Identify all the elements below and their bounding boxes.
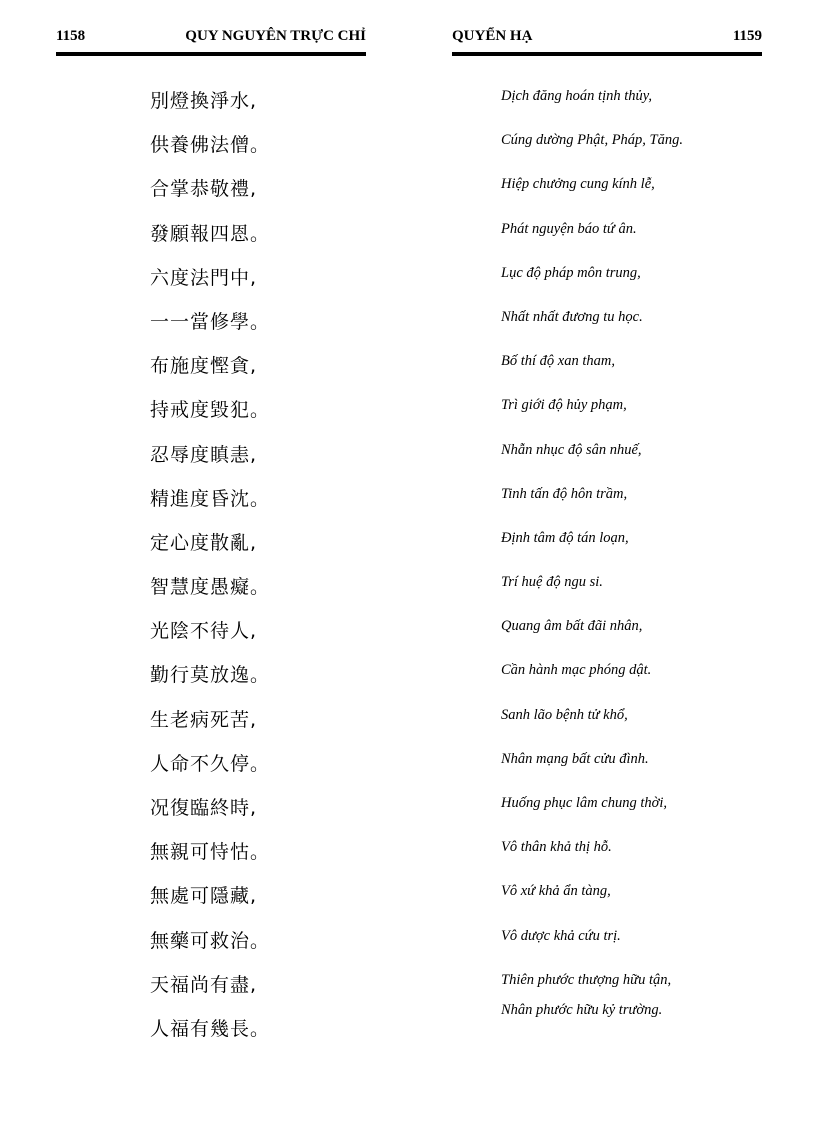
vietnamese-verse-line: Định tâm độ tán loạn, bbox=[501, 529, 629, 546]
chinese-verse-line: 供養佛法僧。 bbox=[150, 134, 271, 157]
chinese-verse-line: 別燈換淨水, bbox=[150, 90, 258, 112]
vietnamese-verse-line: Cần hành mạc phóng dật. bbox=[501, 662, 652, 679]
vietnamese-verse-line: Huống phục lâm chung thời, bbox=[501, 795, 668, 811]
chinese-verse-line: 勤行莫放逸。 bbox=[150, 664, 271, 687]
chinese-verse-line: 定心度散亂, bbox=[150, 531, 258, 554]
vietnamese-verse-line: Trì giới độ hủy phạm, bbox=[501, 397, 627, 414]
vietnamese-verse-line: Lục độ pháp môn trung, bbox=[501, 264, 641, 281]
chinese-verse-column bbox=[150, 86, 270, 1058]
chinese-verse-line: 無處可隱藏, bbox=[150, 885, 258, 908]
chinese-verse-line: 布施度慳貪, bbox=[150, 355, 258, 378]
page-number: 1159 bbox=[732, 28, 762, 44]
vietnamese-verse-line: Nhất nhất đương tu học. bbox=[501, 308, 643, 325]
chinese-verse-line: 生老病死苦, bbox=[150, 708, 258, 731]
left-page-header bbox=[56, 24, 366, 56]
chinese-verse-line: 一一當修學。 bbox=[150, 310, 271, 333]
chinese-verse-line: 精進度昏沈。 bbox=[150, 487, 271, 510]
chinese-verse-line: 智慧度愚癡。 bbox=[150, 576, 271, 599]
running-title: QUY NGUYÊN TRỰC CHỈ bbox=[185, 28, 366, 44]
vietnamese-verse-line: Thiên phước thượng hữu tận, bbox=[501, 971, 672, 988]
vietnamese-verse-line: Trí huệ độ ngu si. bbox=[501, 574, 603, 591]
chinese-verse-line: 持戒度毀犯。 bbox=[150, 399, 271, 422]
vietnamese-verse-line: Vô dược khả cứu trị. bbox=[501, 927, 621, 944]
vietnamese-verse-line: Cúng dường Phật, Pháp, Tăng. bbox=[501, 132, 684, 149]
right-page-header bbox=[452, 24, 762, 56]
chinese-verse-line: 况復臨終時, bbox=[150, 797, 258, 819]
vietnamese-verse-line: Dịch đăng hoán tịnh thủy, bbox=[501, 88, 653, 104]
vietnamese-verse-line: Vô xứ khả ẩn tàng, bbox=[501, 883, 611, 900]
chinese-verse-line: 六度法門中, bbox=[150, 266, 258, 289]
chinese-verse-line: 無親可恃怙。 bbox=[150, 841, 271, 864]
vietnamese-verse-line: Phát nguyện báo tứ ân. bbox=[501, 220, 637, 237]
vietnamese-transliteration-column bbox=[501, 88, 683, 1032]
chinese-verse-line: 天福尚有盡, bbox=[150, 973, 258, 996]
vietnamese-verse-line: Nhân mạng bất cửu đình. bbox=[501, 750, 649, 767]
chinese-verse-line: 光陰不待人, bbox=[150, 620, 258, 643]
vietnamese-verse-line: Bố thí độ xan tham, bbox=[501, 353, 615, 370]
chinese-verse-line: 人命不久停。 bbox=[150, 752, 271, 775]
vietnamese-verse-line: Hiệp chưởng cung kính lễ, bbox=[501, 176, 655, 193]
chinese-verse-line: 發願報四恩。 bbox=[150, 222, 271, 245]
chinese-verse-line: 忍辱度瞋恚, bbox=[150, 443, 258, 466]
vietnamese-verse-line: Nhẫn nhục độ sân nhuế, bbox=[501, 441, 642, 458]
vietnamese-verse-line: Nhân phước hữu kỷ trường. bbox=[501, 1001, 663, 1018]
chinese-verse-line: 無藥可救治。 bbox=[150, 929, 271, 952]
vietnamese-verse-line: Sanh lão bệnh tử khổ, bbox=[501, 706, 628, 723]
vietnamese-verse-line: Tinh tấn độ hôn trầm, bbox=[501, 485, 628, 502]
vietnamese-verse-line: Vô thân khả thị hỗ. bbox=[501, 839, 612, 856]
chinese-verse-line: 人福有幾長。 bbox=[150, 1017, 271, 1040]
running-title: QUYỂN HẠ bbox=[452, 28, 533, 44]
chinese-verse-line: 合掌恭敬禮, bbox=[150, 178, 258, 201]
page-number: 1158 bbox=[56, 28, 86, 44]
vietnamese-verse-line: Quang âm bất đãi nhân, bbox=[501, 618, 643, 635]
